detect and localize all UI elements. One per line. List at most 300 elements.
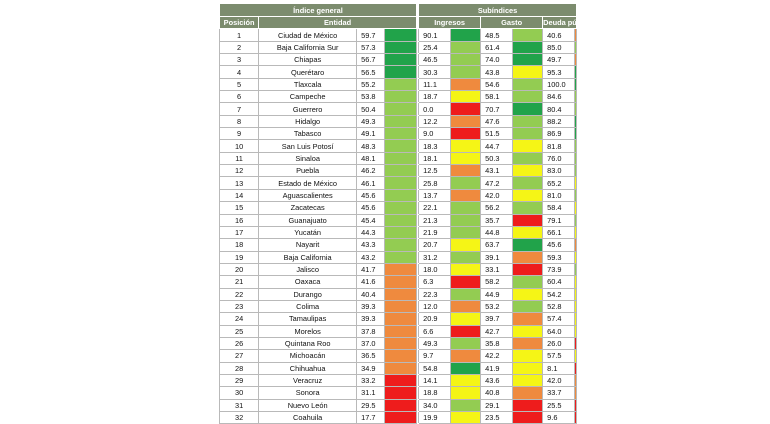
position-cell: 14 [220,189,259,201]
deuda-value-cell: 57.5 [543,350,575,362]
ingresos-value-cell: 6.3 [419,276,451,288]
deuda-value-cell: 58.4 [543,202,575,214]
gasto-value-cell: 44.8 [481,226,513,238]
ingresos-swatch [450,202,480,214]
general-value-cell: 44.3 [357,226,385,238]
general-value-cell: 39.3 [357,300,385,312]
ingresos-swatch [450,350,480,362]
gasto-value-cell: 39.1 [481,251,513,263]
general-swatch [385,140,417,152]
deuda-value-cell: 64.0 [543,325,575,337]
entity-cell: Durango [259,288,357,300]
general-swatch [385,128,417,140]
deuda-swatch [574,399,576,411]
posicion-header: Posición [220,17,259,29]
gasto-swatch [512,177,542,189]
subindices-header: Subíndices [419,4,577,17]
entity-cell: Colima [259,300,357,312]
deuda-value-cell: 26.0 [543,337,575,349]
deuda-swatch [574,288,576,300]
table-row [220,41,577,53]
deuda-value-cell: 95.3 [543,66,575,78]
gasto-value-cell: 35.7 [481,214,513,226]
gasto-swatch [512,239,542,251]
general-value-cell: 34.9 [357,362,385,374]
ingresos-value-cell: 9.0 [419,128,451,140]
position-cell: 21 [220,276,259,288]
position-cell: 24 [220,313,259,325]
entity-cell: Tamaulipas [259,313,357,325]
general-value-cell: 45.4 [357,214,385,226]
ingresos-value-cell: 18.8 [419,387,451,399]
ingresos-swatch [450,374,480,386]
ingresos-value-cell: 22.1 [419,202,451,214]
ingresos-value-cell: 49.3 [419,337,451,349]
gasto-swatch [512,66,542,78]
general-value-cell: 56.7 [357,54,385,66]
gasto-value-cell: 23.5 [481,412,513,424]
table-row [220,115,577,127]
general-value-cell: 39.3 [357,313,385,325]
gasto-swatch [512,387,542,399]
deuda-value-cell: 52.8 [543,300,575,312]
general-swatch [385,251,417,263]
ingresos-swatch [450,251,480,263]
gasto-swatch [512,189,542,201]
ingresos-swatch [450,54,480,66]
entity-cell: Baja California Sur [259,41,357,53]
deuda-swatch [574,78,576,90]
general-swatch [385,350,417,362]
deuda-value-cell: 88.2 [543,115,575,127]
general-swatch [385,362,417,374]
ingresos-swatch [450,313,480,325]
ingresos-swatch [450,41,480,53]
gasto-value-cell: 42.0 [481,189,513,201]
general-swatch [385,66,417,78]
table-row [220,337,577,349]
column-header-row [220,17,577,29]
gasto-value-cell: 41.9 [481,362,513,374]
gasto-value-cell: 29.1 [481,399,513,411]
ingresos-swatch [450,152,480,164]
gasto-value-cell: 51.5 [481,128,513,140]
table-body [220,29,577,424]
ingresos-value-cell: 22.3 [419,288,451,300]
deuda-value-cell: 76.0 [543,152,575,164]
gasto-swatch [512,412,542,424]
gasto-value-cell: 70.7 [481,103,513,115]
entity-cell: Michoacán [259,350,357,362]
ingresos-swatch [450,66,480,78]
table-row [220,78,577,90]
deuda-value-cell: 49.7 [543,54,575,66]
position-cell: 22 [220,288,259,300]
gasto-swatch [512,202,542,214]
general-value-cell: 56.5 [357,66,385,78]
ingresos-value-cell: 19.9 [419,412,451,424]
entity-cell: Puebla [259,165,357,177]
gasto-swatch [512,103,542,115]
gasto-swatch [512,276,542,288]
general-value-cell: 31.1 [357,387,385,399]
position-cell: 12 [220,165,259,177]
entity-cell: Aguascalientes [259,189,357,201]
position-cell: 5 [220,78,259,90]
deuda-swatch [574,362,576,374]
entity-cell: Hidalgo [259,115,357,127]
general-swatch [385,177,417,189]
ingresos-value-cell: 0.0 [419,103,451,115]
ingresos-value-cell: 13.7 [419,189,451,201]
deuda-swatch [574,214,576,226]
deuda-swatch [574,337,576,349]
table-row [220,313,577,325]
general-value-cell: 17.7 [357,412,385,424]
gasto-swatch [512,78,542,90]
entity-cell: Coahuila [259,412,357,424]
position-cell: 13 [220,177,259,189]
gasto-value-cell: 43.6 [481,374,513,386]
general-swatch [385,399,417,411]
table-row [220,140,577,152]
general-swatch [385,214,417,226]
ingresos-swatch [450,412,480,424]
deuda-swatch [574,41,576,53]
ingresos-value-cell: 11.1 [419,78,451,90]
general-value-cell: 55.2 [357,78,385,90]
position-cell: 29 [220,374,259,386]
gasto-value-cell: 40.8 [481,387,513,399]
general-swatch [385,202,417,214]
general-swatch [385,325,417,337]
gasto-value-cell: 44.7 [481,140,513,152]
general-swatch [385,263,417,275]
ingresos-value-cell: 30.3 [419,66,451,78]
entity-cell: Baja California [259,251,357,263]
general-swatch [385,41,417,53]
table-row [220,226,577,238]
table-row [220,374,577,386]
gasto-value-cell: 74.0 [481,54,513,66]
entity-cell: Yucatán [259,226,357,238]
ingresos-value-cell: 18.3 [419,140,451,152]
deuda-value-cell: 81.0 [543,189,575,201]
table-row [220,399,577,411]
general-swatch [385,189,417,201]
ingresos-swatch [450,337,480,349]
ingresos-swatch [450,177,480,189]
table-row [220,276,577,288]
ingresos-swatch [450,325,480,337]
ingresos-value-cell: 54.8 [419,362,451,374]
table-row [220,251,577,263]
entity-cell: Morelos [259,325,357,337]
deuda-value-cell: 79.1 [543,214,575,226]
general-value-cell: 41.7 [357,263,385,275]
position-cell: 11 [220,152,259,164]
deuda-value-cell: 73.9 [543,263,575,275]
position-cell: 15 [220,202,259,214]
table-row [220,263,577,275]
ingresos-value-cell: 12.2 [419,115,451,127]
position-cell: 28 [220,362,259,374]
position-cell: 16 [220,214,259,226]
position-cell: 17 [220,226,259,238]
deuda-swatch [574,54,576,66]
deuda-swatch [574,251,576,263]
general-value-cell: 57.3 [357,41,385,53]
entidad-header: Entidad [259,17,417,29]
position-cell: 9 [220,128,259,140]
deuda-value-cell: 42.0 [543,374,575,386]
ingresos-value-cell: 18.0 [419,263,451,275]
table-row [220,350,577,362]
deuda-value-cell: 80.4 [543,103,575,115]
general-value-cell: 41.6 [357,276,385,288]
deuda-swatch [574,103,576,115]
entity-cell: Tlaxcala [259,78,357,90]
deuda-swatch [574,412,576,424]
general-value-cell: 50.4 [357,103,385,115]
ingresos-swatch [450,288,480,300]
gasto-swatch [512,152,542,164]
table-row [220,54,577,66]
ingresos-value-cell: 6.6 [419,325,451,337]
ingresos-value-cell: 25.8 [419,177,451,189]
general-value-cell: 45.6 [357,189,385,201]
table-row [220,300,577,312]
deuda-value-cell: 9.6 [543,412,575,424]
gasto-value-cell: 58.1 [481,91,513,103]
position-cell: 30 [220,387,259,399]
deuda-swatch [574,325,576,337]
deuda-value-cell: 85.0 [543,41,575,53]
gasto-value-cell: 48.5 [481,29,513,41]
entity-cell: San Luis Potosí [259,140,357,152]
general-swatch [385,374,417,386]
ingresos-value-cell: 31.2 [419,251,451,263]
gasto-swatch [512,374,542,386]
gasto-swatch [512,165,542,177]
general-swatch [385,387,417,399]
position-cell: 19 [220,251,259,263]
ingresos-value-cell: 25.4 [419,41,451,53]
table-row [220,202,577,214]
table-row [220,387,577,399]
gasto-value-cell: 54.6 [481,78,513,90]
group-header-row [220,4,577,17]
gasto-swatch [512,300,542,312]
entity-cell: Sinaloa [259,152,357,164]
general-swatch [385,91,417,103]
deuda-value-cell: 59.3 [543,251,575,263]
deuda-value-cell: 66.1 [543,226,575,238]
gasto-value-cell: 56.2 [481,202,513,214]
position-cell: 10 [220,140,259,152]
gasto-value-cell: 53.2 [481,300,513,312]
gasto-swatch [512,140,542,152]
ingresos-value-cell: 34.0 [419,399,451,411]
deuda-swatch [574,128,576,140]
position-cell: 7 [220,103,259,115]
gasto-value-cell: 42.7 [481,325,513,337]
entity-cell: Estado de México [259,177,357,189]
entity-cell: Querétaro [259,66,357,78]
ingresos-swatch [450,115,480,127]
deuda-swatch [574,66,576,78]
gasto-swatch [512,115,542,127]
ingresos-swatch [450,300,480,312]
general-value-cell: 46.1 [357,177,385,189]
gasto-swatch [512,91,542,103]
table-row [220,288,577,300]
ingresos-swatch [450,263,480,275]
ingresos-swatch [450,140,480,152]
position-cell: 26 [220,337,259,349]
ingresos-swatch [450,189,480,201]
deuda-swatch [574,165,576,177]
entity-cell: Quintana Roo [259,337,357,349]
table-row [220,165,577,177]
gasto-value-cell: 61.4 [481,41,513,53]
ingresos-swatch [450,362,480,374]
gasto-swatch [512,41,542,53]
deuda-swatch [574,239,576,251]
entity-cell: Nayarit [259,239,357,251]
general-value-cell: 43.2 [357,251,385,263]
entity-cell: Chihuahua [259,362,357,374]
position-cell: 8 [220,115,259,127]
table-row [220,91,577,103]
gasto-swatch [512,325,542,337]
ingresos-value-cell: 20.9 [419,313,451,325]
general-swatch [385,78,417,90]
general-swatch [385,54,417,66]
deuda-swatch [574,374,576,386]
ingresos-swatch [450,399,480,411]
ingresos-value-cell: 90.1 [419,29,451,41]
deuda-value-cell: 100.0 [543,78,575,90]
general-value-cell: 49.1 [357,128,385,140]
position-cell: 1 [220,29,259,41]
table-row [220,128,577,140]
position-cell: 20 [220,263,259,275]
general-value-cell: 45.6 [357,202,385,214]
ingresos-swatch [450,78,480,90]
gasto-value-cell: 35.8 [481,337,513,349]
deuda-value-cell: 65.2 [543,177,575,189]
entity-cell: Sonora [259,387,357,399]
ingresos-value-cell: 9.7 [419,350,451,362]
general-swatch [385,313,417,325]
gasto-swatch [512,362,542,374]
ingresos-header: Ingresos [419,17,481,29]
gasto-swatch [512,29,542,41]
position-cell: 32 [220,412,259,424]
deuda-value-cell: 84.6 [543,91,575,103]
ingresos-swatch [450,214,480,226]
gasto-value-cell: 43.1 [481,165,513,177]
deuda-swatch [574,263,576,275]
deuda-swatch [574,91,576,103]
position-cell: 23 [220,300,259,312]
deuda-value-cell: 40.6 [543,29,575,41]
ingresos-swatch [450,165,480,177]
entity-cell: Chiapas [259,54,357,66]
deuda-value-cell: 81.8 [543,140,575,152]
ingresos-value-cell: 20.7 [419,239,451,251]
general-value-cell: 43.3 [357,239,385,251]
gasto-swatch [512,214,542,226]
table-row [220,177,577,189]
table-row [220,66,577,78]
position-cell: 25 [220,325,259,337]
gasto-value-cell: 58.2 [481,276,513,288]
entity-cell: Veracruz [259,374,357,386]
general-swatch [385,300,417,312]
position-cell: 27 [220,350,259,362]
gasto-swatch [512,288,542,300]
deuda-swatch [574,276,576,288]
gasto-header: Gasto [481,17,543,29]
general-value-cell: 37.8 [357,325,385,337]
deuda-value-cell: 25.5 [543,399,575,411]
deuda-swatch [574,313,576,325]
deuda-swatch [574,152,576,164]
ingresos-value-cell: 12.5 [419,165,451,177]
ingresos-swatch [450,103,480,115]
deuda-value-cell: 86.9 [543,128,575,140]
deuda-swatch [574,300,576,312]
gasto-swatch [512,337,542,349]
ingresos-value-cell: 18.7 [419,91,451,103]
deuda-swatch [574,115,576,127]
general-swatch [385,288,417,300]
general-swatch [385,412,417,424]
entity-cell: Ciudad de México [259,29,357,41]
general-swatch [385,165,417,177]
general-value-cell: 40.4 [357,288,385,300]
general-value-cell: 29.5 [357,399,385,411]
table-row [220,103,577,115]
general-value-cell: 33.2 [357,374,385,386]
deuda-swatch [574,350,576,362]
indice-general-header: Índice general [220,4,417,17]
ingresos-swatch [450,387,480,399]
general-value-cell: 53.8 [357,91,385,103]
ingresos-swatch [450,239,480,251]
table-row [220,325,577,337]
general-value-cell: 49.3 [357,115,385,127]
gasto-swatch [512,226,542,238]
gasto-swatch [512,350,542,362]
deuda-swatch [574,140,576,152]
deuda-value-cell: 54.2 [543,288,575,300]
general-swatch [385,103,417,115]
entity-cell: Campeche [259,91,357,103]
entity-cell: Zacatecas [259,202,357,214]
gasto-value-cell: 43.8 [481,66,513,78]
table-row [220,362,577,374]
gasto-value-cell: 39.7 [481,313,513,325]
table-row [220,214,577,226]
ingresos-value-cell: 18.1 [419,152,451,164]
position-cell: 18 [220,239,259,251]
general-value-cell: 59.7 [357,29,385,41]
table-row [220,412,577,424]
entity-cell: Nuevo León [259,399,357,411]
